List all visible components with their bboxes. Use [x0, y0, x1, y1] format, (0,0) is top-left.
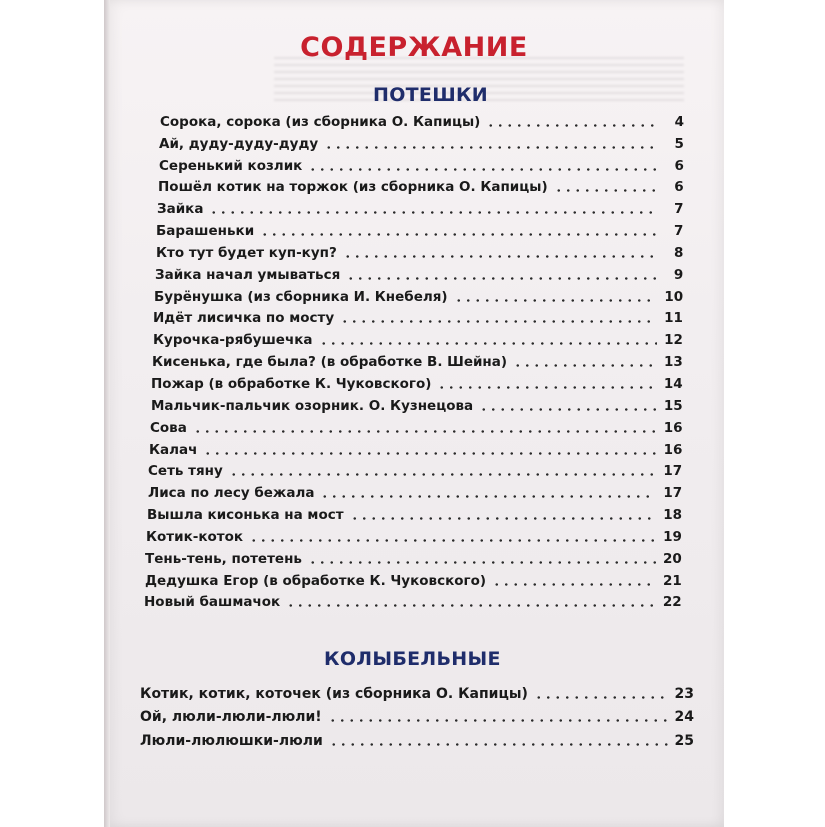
- toc-entry: [147, 502, 682, 524]
- dot-leader: [437, 386, 656, 389]
- dot-leader: [479, 408, 657, 411]
- toc-entry: [153, 327, 683, 349]
- dot-leader: [343, 255, 658, 258]
- dot-leader: [319, 342, 657, 345]
- toc-entry-title: Пошёл котик на торжок (из сборника О. Капицы): [158, 179, 548, 196]
- toc-entry-title: Котик-коток: [146, 528, 244, 545]
- toc-entry-page-number: 7: [674, 223, 684, 240]
- toc-entry: [151, 371, 683, 393]
- toc-entry-page-number: 14: [663, 375, 683, 392]
- toc-entry-page-number: 4: [674, 113, 684, 130]
- toc-entry-page-number: 19: [663, 528, 682, 545]
- toc-entry-page-number: 13: [664, 354, 683, 371]
- toc-entry-page-number: 17: [663, 485, 683, 502]
- toc-entry-title: Сеть тяну: [148, 463, 223, 480]
- toc-entry-title: Котик, котик, коточек (из сборника О. Капицы): [140, 685, 528, 702]
- dot-leader: [454, 299, 658, 302]
- dot-leader: [324, 146, 658, 149]
- toc-entry-page-number: 18: [663, 507, 683, 524]
- toc-entry-title: Вышла кисонька на мост: [147, 507, 344, 524]
- toc-entry-title: Бурёнушка (из сборника И. Кнебеля): [154, 288, 448, 305]
- toc-entry: [156, 240, 683, 262]
- toc-entry-page-number: 6: [674, 179, 684, 196]
- toc-entry-page-number: 24: [674, 709, 694, 725]
- toc-entry-page-number: 7: [674, 201, 684, 218]
- toc-entry-title: Кисенька, где была? (в обработке В. Шейна): [152, 354, 508, 371]
- toc-entry: [144, 590, 682, 612]
- dot-leader: [346, 277, 657, 280]
- section-title-kolybelnye: КОЛЫБЕЛЬНЫЕ: [324, 648, 501, 670]
- toc-entry: [159, 153, 684, 175]
- dot-leader: [286, 604, 655, 607]
- dot-leader: [249, 539, 656, 542]
- toc-entry-title: Ой, люли-люли-люли!: [140, 709, 322, 725]
- toc-entry-title: Барашеньки: [156, 223, 255, 240]
- dot-leader: [260, 233, 657, 236]
- toc-entry: [149, 437, 682, 459]
- dot-leader: [308, 561, 656, 564]
- toc-entry: [154, 284, 683, 306]
- toc-entry-title: Новый башмачок: [144, 594, 281, 611]
- toc-entry: [157, 196, 684, 218]
- toc-entry-title: Идёт лисичка по мосту: [153, 310, 335, 327]
- toc-entry-page-number: 16: [663, 419, 683, 436]
- toc-entry-title: Люли-люлюшки-люли: [140, 732, 323, 749]
- dot-leader: [328, 719, 668, 722]
- toc-entry-page-number: 23: [674, 685, 694, 702]
- dot-leader: [350, 517, 657, 520]
- toc-entry: [146, 524, 682, 546]
- toc-entry-page-number: 6: [674, 157, 684, 174]
- toc-entry-title: Мальчик-пальчик озорник. О. Кузнецова: [151, 397, 474, 414]
- dot-leader: [340, 320, 657, 323]
- toc-entry-page-number: 10: [664, 288, 684, 305]
- toc-entry-page-number: 15: [663, 397, 683, 414]
- toc-section-kolybelnye: [140, 679, 694, 750]
- toc-entry: [148, 480, 682, 502]
- toc-entry-title: Сова: [150, 419, 187, 436]
- toc-entry-title: Зайка начал умываться: [155, 266, 341, 283]
- toc-entry: [160, 109, 684, 131]
- toc-entry-page-number: 22: [662, 594, 682, 611]
- toc-entry: [140, 703, 694, 727]
- toc-entry-title: Ай, дуду-дуду-дуду: [159, 135, 319, 152]
- toc-entry-title: Пожар (в обработке К. Чуковского): [151, 375, 432, 392]
- dot-leader: [203, 452, 656, 455]
- toc-entry-page-number: 12: [664, 332, 683, 349]
- dot-leader: [554, 189, 658, 192]
- toc-entry-title: Кто тут будет куп-куп?: [156, 244, 337, 261]
- toc-entry-page-number: 20: [662, 550, 682, 567]
- section-title-poteshki: ПОТЕШКИ: [373, 84, 488, 106]
- toc-entry: [156, 218, 683, 240]
- toc-entry-page-number: 16: [663, 441, 683, 458]
- toc-entry-title: Лиса по лесу бежала: [148, 485, 315, 502]
- dot-leader: [308, 168, 658, 171]
- toc-entry-page-number: 5: [674, 135, 684, 152]
- dot-leader: [492, 583, 656, 586]
- toc-entry-page-number: 17: [663, 463, 683, 480]
- dot-leader: [209, 211, 657, 214]
- toc-entry: [153, 306, 683, 328]
- toc-entry: [148, 459, 682, 481]
- toc-entry-title: Серенький козлик: [159, 157, 303, 174]
- toc-entry: [151, 393, 683, 415]
- toc-entry: [152, 349, 683, 371]
- toc-entry-page-number: 8: [674, 244, 684, 261]
- toc-entry-title: Сорока, сорока (из сборника О. Капицы): [160, 113, 481, 130]
- toc-entry-title: Тень-тень, потетень: [145, 550, 302, 567]
- toc-entry: [145, 546, 682, 568]
- toc-entry-title: Курочка-рябушечка: [153, 332, 313, 349]
- dot-leader: [513, 364, 657, 367]
- toc-entry: [145, 568, 682, 590]
- toc-entry-page-number: 21: [662, 572, 682, 589]
- toc-entry-page-number: 11: [664, 310, 683, 327]
- dot-leader: [486, 124, 658, 127]
- toc-entry: [159, 131, 684, 153]
- dot-leader: [229, 473, 656, 476]
- toc-entry-title: Калач: [149, 441, 198, 458]
- toc-entry: [158, 175, 684, 197]
- dot-leader: [320, 495, 656, 498]
- contents-heading: СОДЕРЖАНИЕ: [300, 32, 528, 63]
- toc-entry: [155, 262, 683, 284]
- dot-leader: [329, 743, 668, 746]
- toc-entry: [150, 415, 683, 437]
- dot-leader: [193, 430, 657, 433]
- page-binding-shadow: [104, 0, 110, 827]
- toc-entry-page-number: 9: [673, 266, 684, 283]
- toc-entry-page-number: 25: [674, 732, 694, 749]
- toc-entry: [140, 726, 694, 750]
- toc-entry: [140, 679, 694, 703]
- toc-section-poteshki: [144, 109, 684, 611]
- toc-entry-title: Зайка: [157, 201, 204, 218]
- dot-leader: [534, 696, 668, 699]
- toc-entry-title: Дедушка Егор (в обработке К. Чуковского): [145, 572, 487, 589]
